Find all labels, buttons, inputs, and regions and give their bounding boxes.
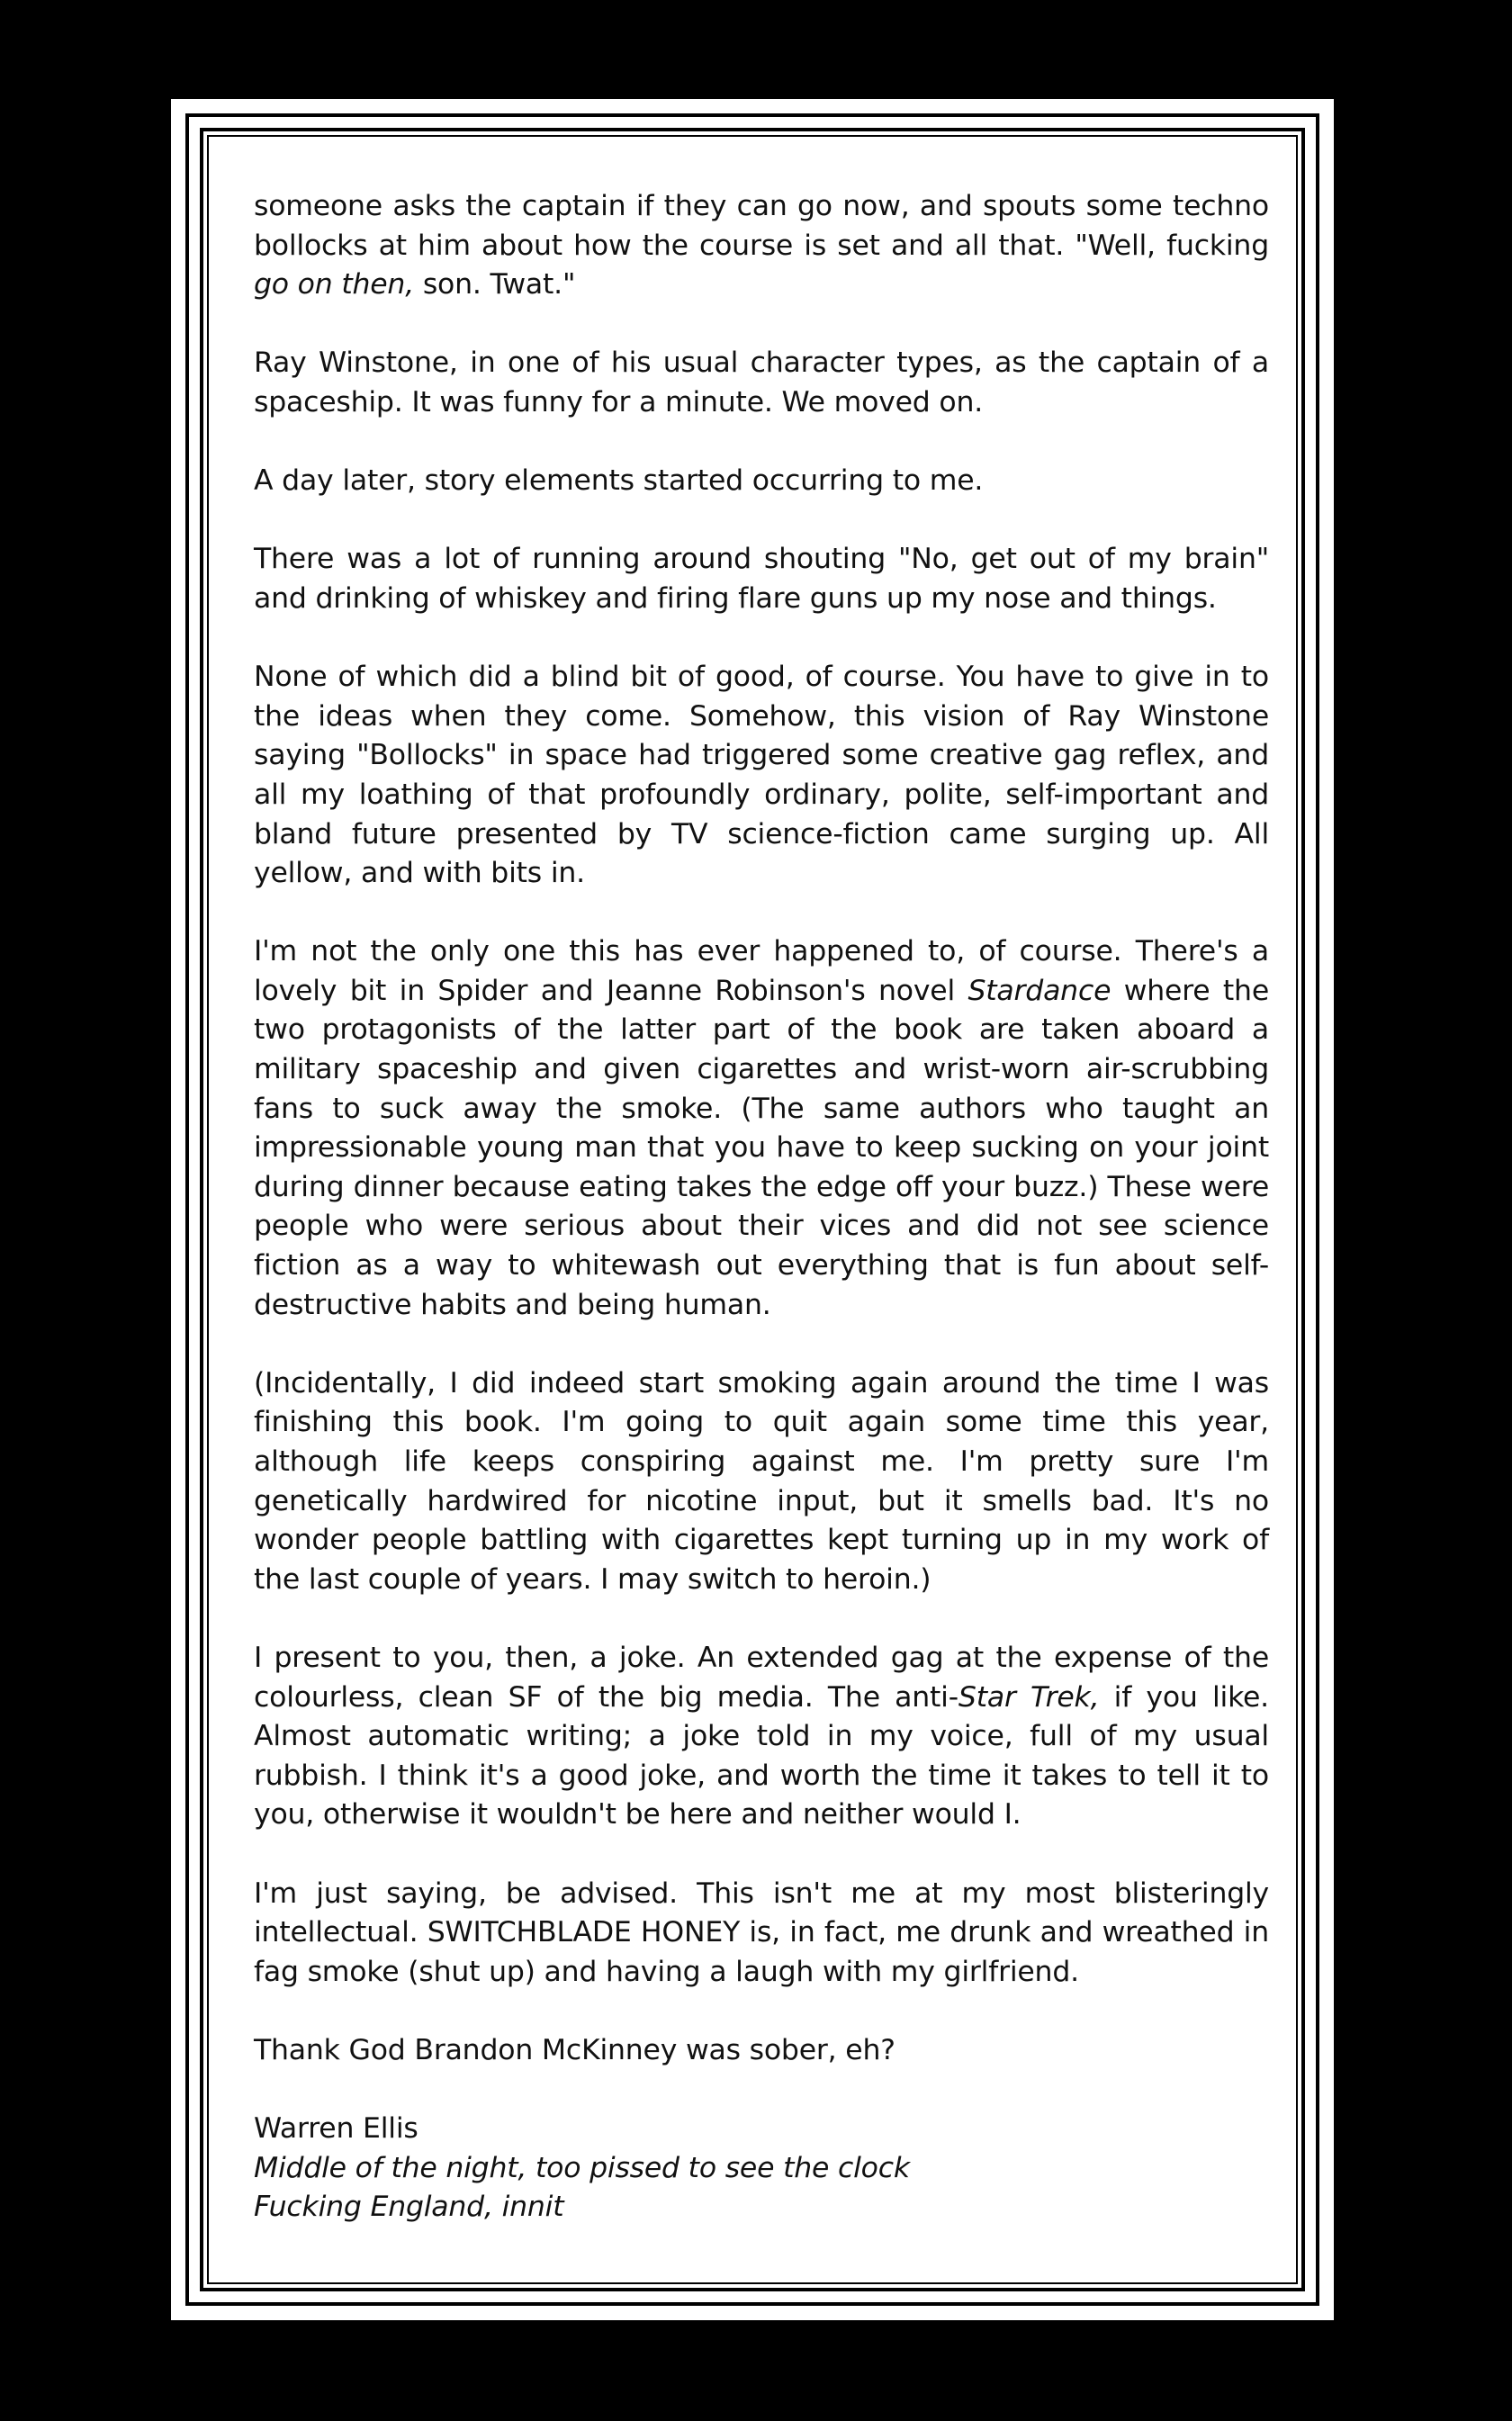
italic-text: go on then,: [254, 268, 415, 302]
page: [171, 99, 1334, 2320]
paragraph: [254, 658, 1269, 894]
essay-body: [254, 187, 1269, 2266]
paragraph: [254, 1639, 1269, 1835]
paragraph: [254, 540, 1269, 618]
text-segment: There was a lot of running around shouting "No, get out of my brain" and drinking of whiskey and firing flare guns up my nose and things.: [254, 543, 1269, 615]
text-segment: Ray Winstone, in one of his usual character types, as the captain of a spaceship. It was funny for a minute. We moved on.: [254, 346, 1269, 418]
text-segment: A day later, story elements started occurring to me.: [254, 464, 984, 498]
italic-text: Stardance: [968, 974, 1112, 1007]
author-name: Warren Ellis: [254, 2112, 418, 2146]
paragraph: [254, 462, 1269, 501]
paragraph: [254, 1875, 1269, 1993]
text-segment: (Incidentally, I did indeed start smoking again around the time I was finishing this book. I'm going to quit again some time this year, although life keeps conspiring against me. I'm pretty sure I'm genetically hardwired for nicotine input, but it smells bad. It's no wonder people battling with cigarettes kept turning up in my work of the last couple of years. I may switch to heroin.): [254, 1366, 1269, 1596]
text-segment: someone asks the captain if they can go now, and spouts some techno bollocks at him about how the course is set and all that. "Well, fucking: [254, 190, 1269, 262]
text-segment: I present to you, then, a joke. An extended gag at the expense of the colourless, clean SF of the big media. The anti-: [254, 1641, 1269, 1714]
signature-location: Fucking England, innit: [254, 2191, 564, 2224]
italic-text: Star Trek,: [958, 1680, 1100, 1714]
paragraph: [254, 2031, 1269, 2071]
text-segment: if you like. Almost automatic writing; a joke told in my voice, full of my usual rubbish. I think it's a good joke, and worth the time it takes to tell it to you, otherwise it wouldn't be here and neither would I.: [254, 1680, 1269, 1832]
text-segment: I'm just saying, be advised. This isn't me at my most blisteringly intellectual. SWITCHBLADE HONEY is, in fact, me drunk and wreathed in fag smoke (shut up) and having a laugh with my girlfriend.: [254, 1876, 1269, 1988]
text-segment: where the two protagonists of the latter part of the book are taken aboard a military spaceship and given cigarettes and wrist-worn air-scrubbing fans to suck away the smoke. (The same authors who taught an impressionable young man that you have to keep sucking on your joint during dinner because eating takes the edge off your buzz.) These were people who were serious about their vices and did not see science fiction as a way to whitewash out everything that is fun about self-destructive habits and being human.: [254, 974, 1269, 1321]
paragraph: [254, 187, 1269, 305]
text-segment: None of which did a blind bit of good, of course. You have to give in to the ideas when they come. Somehow, this vision of Ray Winstone saying "Bollocks" in space had triggered some creative gag reflex, and all my loathing of that profoundly ordinary, polite, self-important and bland future presented by TV science-fiction came surging up. All yellow, and with bits in.: [254, 661, 1269, 890]
paragraph: [254, 932, 1269, 1325]
text-segment: son. Twat.": [414, 268, 576, 302]
text-segment: Thank God Brandon McKinney was sober, eh?: [254, 2033, 896, 2066]
signature-place-time: Middle of the night, too pissed to see the clock: [254, 2151, 910, 2184]
text-segment: I'm not the only one this has ever happened to, of course. There's a lovely bit in Spider and Jeanne Robinson's novel: [254, 935, 1269, 1007]
paragraph: [254, 344, 1269, 422]
signature-block: [254, 2110, 1269, 2228]
paragraph: [254, 1364, 1269, 1600]
